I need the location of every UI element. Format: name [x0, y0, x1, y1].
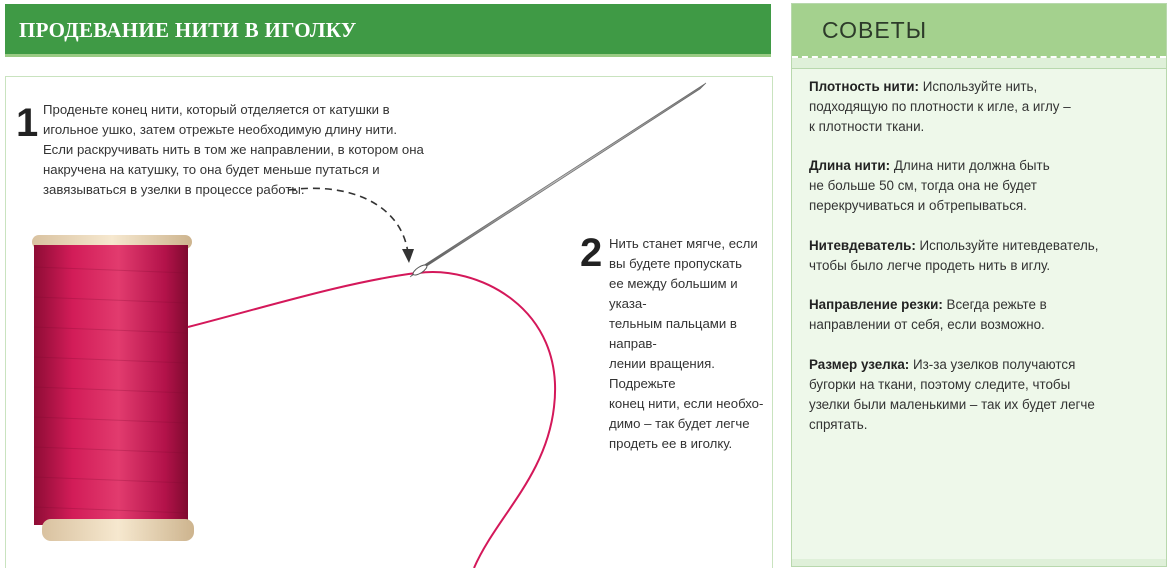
tip-thread-length — [809, 156, 1129, 216]
tip-label: Нитевдеватель: — [809, 238, 916, 253]
arrow-head — [402, 249, 414, 263]
step-1-text: Проденьте конец нити, который отделяется от катушки в игольное ушко, затем отрежьте необходимую длину нити. Если раскручивать нить в том же направлении, в котором она накручена на катушку, то она будет меньше путаться и завязываться в узелки в процессе работы. — [43, 102, 424, 197]
tip-knot-size — [809, 355, 1129, 435]
tips-title: СОВЕТЫ — [822, 17, 928, 43]
tips-header — [792, 4, 1166, 58]
tip-text: Всегда режьте в направлении от себя, если возможно. — [809, 297, 1047, 332]
tip-label: Плотность нити: — [809, 79, 919, 94]
spool-bottom-cap — [42, 519, 194, 541]
section-title: ПРОДЕВАНИЕ НИТИ В ИГОЛКУ — [19, 18, 357, 42]
thread-to-needle — [188, 273, 416, 327]
tips-list — [792, 68, 1166, 559]
tip-thread-thickness — [809, 77, 1129, 137]
needle-eye — [412, 263, 429, 277]
step-2-text: Нить станет мягче, если вы будете пропускать ее между большим и указа- тельным пальцами в направ- лении вращения. Подрежьте конец нити, если необхо- димо – так будет легче продеть ее в иголку. — [609, 236, 764, 451]
thread-loose-end — [418, 272, 555, 568]
tip-text: Из-за узелков получаются бугорки на ткани, поэтому следите, чтобы узелки были маленькими – так их будет легче спрятать. — [809, 357, 1095, 432]
spool-thread-body — [34, 245, 188, 525]
section-header — [5, 4, 771, 57]
tip-label: Направление резки: — [809, 297, 943, 312]
thread-spool — [32, 235, 194, 541]
tip-cut-direction — [809, 295, 1129, 335]
tip-text: Длина нити должна быть не больше 50 см, тогда она не будет перекручиваться и обтрепываться. — [809, 158, 1050, 213]
tip-text: Используйте нить, подходящую по плотности к игле, а иглу – к плотности ткани. — [809, 79, 1071, 134]
step-1-number: 1 — [16, 101, 39, 145]
instruction-panel — [5, 76, 773, 568]
tips-panel — [791, 3, 1167, 567]
tip-label: Длина нити: — [809, 158, 891, 173]
tip-label: Размер узелка: — [809, 357, 910, 372]
tip-needle-threader — [809, 236, 1129, 276]
step-2-number: 2 — [580, 231, 603, 275]
tip-text: Используйте нитевдеватель, чтобы было легче продеть нить в иглу. — [809, 238, 1099, 273]
